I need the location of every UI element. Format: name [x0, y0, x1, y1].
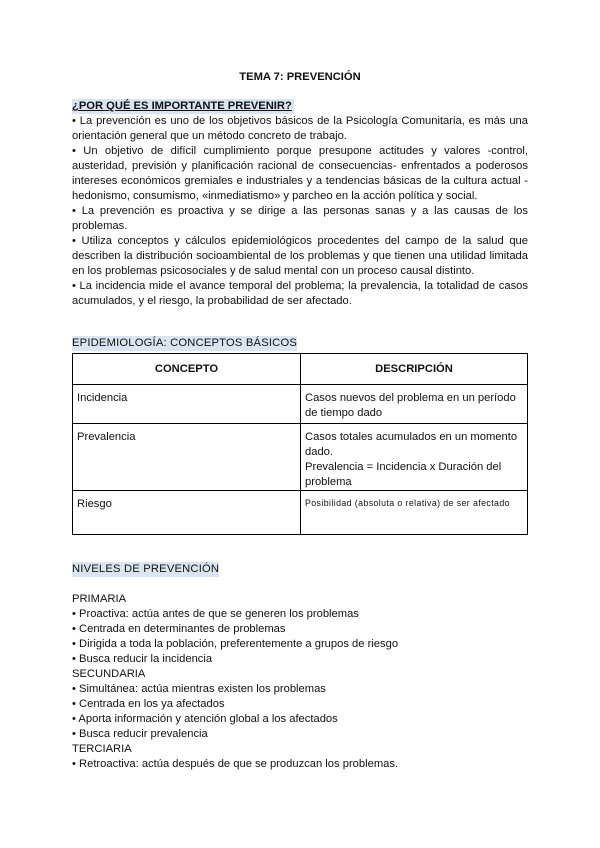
- paragraph: • Utiliza conceptos y cálculos epidemiológicos procedentes del campo de la salud que describen la distribución socioambiental de los problemas y que tienen una utilidad limitada en los problemas psicosociales y de salud mental con un proceso causal distinto.: [72, 235, 528, 277]
- list-item: • Simultánea: actúa mientras existen los problemas: [72, 683, 326, 695]
- paragraph: • La incidencia mide el avance temporal del problema; la prevalencia, la totalidad de casos acumulados, y el riesgo, la probabilidad de ser afectado.: [72, 280, 528, 307]
- list-item: • Aporta información y atención global a los afectados: [72, 713, 338, 725]
- table-row: [73, 385, 528, 424]
- level-name: SECUNDARIA: [72, 668, 146, 680]
- list-item: • Centrada en determinantes de problemas: [72, 623, 286, 635]
- table-header-row: [73, 354, 528, 385]
- cell-concept: Riesgo: [73, 491, 301, 535]
- cell-description: Posibilidad (absoluta o relativa) de ser afectado: [301, 491, 528, 535]
- table-row: [73, 491, 528, 535]
- cell-concept: Prevalencia: [73, 424, 301, 491]
- list-item: • Busca reducir la incidencia: [72, 653, 213, 665]
- list-item: • Centrada en los ya afectados: [72, 698, 225, 710]
- column-header-concept: CONCEPTO: [73, 354, 301, 385]
- level-tertiary: [72, 742, 528, 772]
- section-heading-prevention-levels: NIVELES DE PREVENCIÓN: [72, 563, 220, 575]
- list-item: • Retroactiva: actúa después de que se produzcan los problemas.: [72, 758, 399, 770]
- level-secondary: [72, 667, 528, 742]
- list-item: • Dirigida a toda la población, preferentemente a grupos de riesgo: [72, 638, 399, 650]
- list-item: • Busca reducir prevalencia: [72, 728, 208, 740]
- page-title: TEMA 7: PREVENCIÓN: [239, 71, 361, 83]
- table-row: [73, 424, 528, 491]
- paragraph: • La prevención es uno de los objetivos básicos de la Psicología Comunitaria, es más una orientación general que un método concreto de trabajo.: [72, 115, 528, 142]
- paragraph: • Un objetivo de difícil cumplimiento porque presupone actitudes y valores -control, austeridad, previsión y planificación racional de consecuencias- enfrentados a poderosos intereses económicos gremiales e industriales y a tendencias básicas de la cultura actual - hedonismo, consumismo, «inmediatismo» y parcheo en la acción política y social.: [72, 145, 528, 202]
- section-epidemiology: [72, 336, 528, 535]
- column-header-description: DESCRIPCIÓN: [301, 354, 528, 385]
- section-heading-epidemiology: EPIDEMIOLOGÍA: CONCEPTOS BÁSICOS: [72, 337, 298, 349]
- cell-description: [301, 424, 528, 491]
- paragraph: • La prevención es proactiva y se dirige a las personas sanas y a las causas de los problemas.: [72, 205, 528, 232]
- description-line: Prevalencia = Incidencia x Duración del problema: [305, 461, 502, 488]
- section-heading-why-prevent: ¿POR QUÉ ES IMPORTANTE PREVENIR?: [72, 100, 292, 112]
- section-prevention-levels: [72, 562, 528, 772]
- cell-concept: Incidencia: [73, 385, 301, 424]
- description-line: Casos totales acumulados en un momento dado.: [305, 431, 518, 458]
- level-primary: [72, 592, 528, 667]
- section-why-prevent: [72, 99, 528, 309]
- cell-description: Casos nuevos del problema en un período de tiempo dado: [301, 385, 528, 424]
- document-page: [72, 70, 528, 772]
- list-item: • Proactiva: actúa antes de que se generen los problemas: [72, 608, 359, 620]
- level-name: PRIMARIA: [72, 593, 127, 605]
- level-name: TERCIARIA: [72, 743, 132, 755]
- concepts-table: [72, 353, 528, 535]
